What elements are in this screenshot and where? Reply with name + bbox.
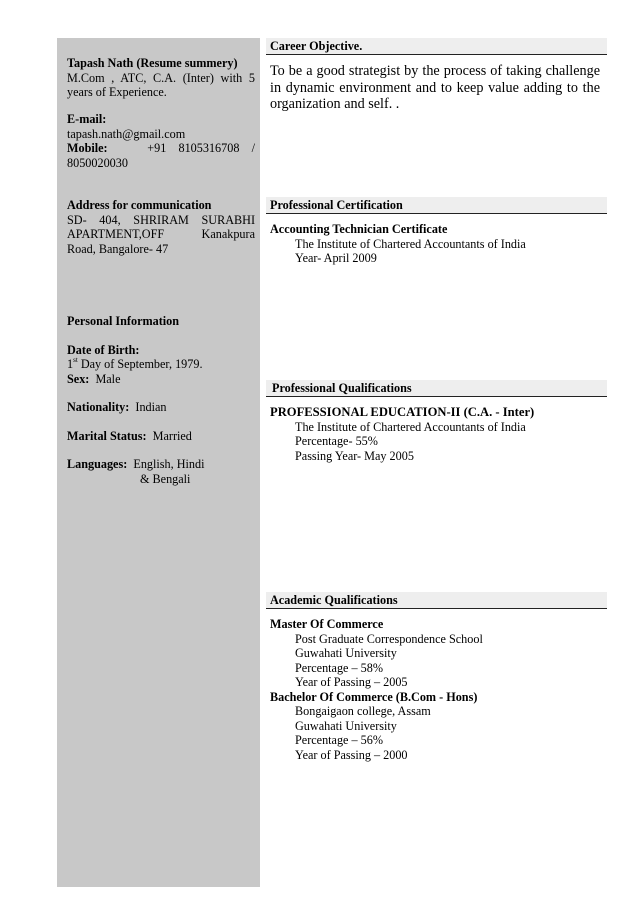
certification-institute: The Institute of Chartered Accountants of India (295, 236, 526, 251)
address-label: Address for communication (67, 198, 212, 212)
marital-label: Marital Status: (67, 428, 147, 443)
languages-value-cont: & Bengali (140, 471, 191, 486)
personal-info-block (67, 314, 255, 486)
degree-line: Year of Passing – 2005 (295, 675, 408, 689)
certification-year: Year- April 2009 (295, 251, 377, 265)
languages-label: Languages: (67, 457, 128, 471)
nationality-label: Nationality: (67, 400, 130, 414)
sidebar-summary (67, 56, 255, 100)
mobile-label: Mobile: (67, 141, 108, 155)
prof-qual-passing-year: Passing Year- May 2005 (295, 448, 414, 463)
sex-label: Sex: (67, 371, 90, 386)
prof-qual-title: PROFESSIONAL EDUCATION-II (C.A. - Inter) (270, 405, 535, 419)
certification-block (270, 222, 605, 266)
name-title: Tapash Nath (Resume summery) (67, 56, 238, 70)
degree-title: Bachelor Of Commerce (B.Com - Hons) (270, 689, 478, 704)
degree-line: Guwahati University (295, 718, 397, 733)
contact-block (67, 112, 255, 170)
dob-value: 1st Day of September, 1979. (67, 356, 203, 371)
address-line-1: SD- 404, SHRIRAM SURABHI (67, 212, 255, 227)
degree-line: Guwahati University (295, 646, 397, 660)
nationality-value: Indian (135, 400, 167, 414)
career-heading: Career Objective. (266, 38, 607, 55)
academic-heading: Academic Qualifications (266, 592, 607, 609)
address-line-2: APARTMENT,OFF Kanakpura (67, 227, 255, 241)
degree-line: Bongaigaon college, Assam (295, 704, 431, 718)
prof-qual-block (270, 405, 605, 463)
mobile-row (67, 141, 255, 156)
nationality-row (67, 400, 255, 415)
mobile-value-alt: 8050020030 (67, 155, 128, 170)
mobile-value: +91 8105316708 / (147, 141, 255, 155)
dob-label: Date of Birth: (67, 342, 140, 357)
degree-line: Year of Passing – 2000 (295, 747, 408, 762)
marital-value: Married (152, 428, 192, 443)
marital-row (67, 429, 255, 444)
qualification-summary: M.Com , ATC, C.A. (Inter) with 5 years of Experience. (67, 70, 255, 99)
sex-value: Male (95, 371, 121, 386)
certification-heading: Professional Certification (266, 197, 607, 214)
languages-row (67, 457, 255, 472)
prof-qual-percentage: Percentage- 55% (295, 434, 378, 448)
certification-title: Accounting Technician Certificate (270, 222, 448, 236)
email-value: tapash.nath@gmail.com (67, 126, 186, 141)
languages-value: English, Hindi (133, 457, 205, 471)
degree-line: Percentage – 58% (295, 660, 383, 675)
degree-line: Post Graduate Correspondence School (295, 631, 483, 646)
address-block (67, 198, 255, 256)
academic-block (270, 617, 605, 762)
degree-line: Percentage – 56% (295, 733, 383, 747)
address-line-3: Road, Bangalore- 47 (67, 241, 169, 256)
degree-title: Master Of Commerce (270, 617, 384, 631)
career-text: To be a good strategist by the process of taking challenge in dynamic environment and to keep value adding to the organization and self. . (270, 63, 600, 112)
prof-qual-institute: The Institute of Chartered Accountants of India (295, 419, 526, 434)
email-label: E-mail: (67, 112, 107, 126)
prof-qual-heading: Professional Qualifications (266, 380, 607, 397)
personal-info-label: Personal Information (67, 314, 180, 328)
sex-row (67, 372, 255, 387)
